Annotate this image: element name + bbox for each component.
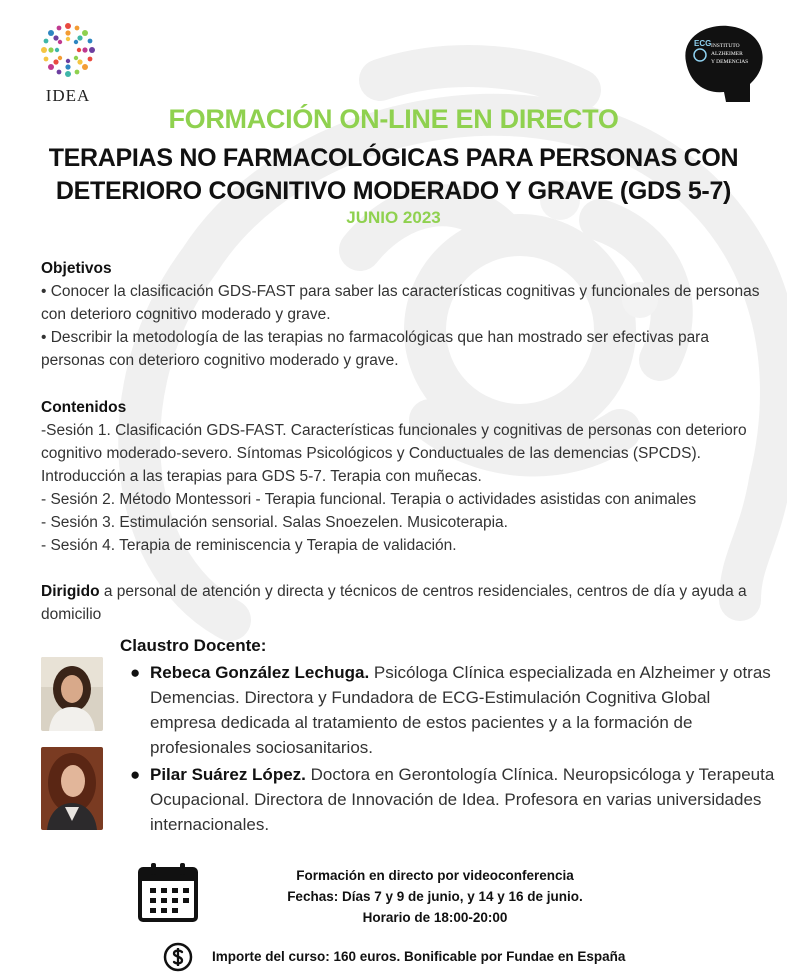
schedule-format: Formación en directo por videoconferencia [296,868,574,883]
faculty-heading: Claustro Docente: [120,636,267,655]
schedule-dates: Fechas: Días 7 y 9 de junio, y 14 y 16 de junio. [287,889,583,904]
course-title-line: TERAPIAS NO FARMACOLÓGICAS PARA PERSONAS CON [48,144,739,172]
speaker-name: Rebeca González Lechuga. [150,663,370,682]
objective-item: • Describir la metodología de las terapias no farmacológicas que han mostrado ser efectivas para personas con deterioro cognitivo moderado y grave. [41,329,709,369]
session-item: - Sesión 3. Estimulación sensorial. Salas Snoezelen. Musicoterapia. [41,514,508,531]
svg-text:ALZHEIMER: ALZHEIMER [711,51,743,57]
speaker-text [150,660,780,760]
idea-logo-mark [36,18,100,82]
audience-description: a personal de atención y directa y técnicos de centros residenciales, centros de día y ayuda a domicilio [41,583,747,623]
session-item: - Sesión 2. Método Montessori - Terapia funcional. Terapia o actividades asistidas con animales [41,491,697,508]
schedule-time: Horario de 18:00-20:00 [362,910,508,925]
speaker-entry [130,762,780,837]
session-item: -Sesión 1. Clasificación GDS-FAST. Características funcionales y cognitivas de personas con deterioro cognitivo moderado-severo. Síntomas Psicológicos y Conductuales de las demencias (SPCDS). Introducción a las terapias para GDS 5-7. Terapia con muñecas. [41,422,747,485]
course-price: Importe del curso: 160 euros. Bonificable por Fundae en España [212,949,626,964]
speaker-entry [130,660,780,760]
contents-heading: Contenidos [41,399,127,416]
bullet-icon: ● [130,765,141,784]
calendar-icon [137,861,199,923]
course-title-line: DETERIORO COGNITIVO MODERADO Y GRAVE (GDS 5-7) [55,177,732,205]
speaker-photo-pilar [41,747,103,830]
idea-logo-text: IDEA [45,86,91,105]
objective-item: • Conocer la clasificación GDS-FAST para saber las características cognitivas y funcionales de personas con deterioro cognitivo moderado y grave. [41,283,760,323]
course-date: JUNIO 2023 [346,208,441,227]
session-item: - Sesión 4. Terapia de reminiscencia y Terapia de validación. [41,537,457,554]
speaker-bio: Doctora en Gerontología Clínica. Neuropsicóloga y Terapeuta Ocupacional. Directora de Innovación de Idea. Profesora en varias universidades internacionales. [150,765,775,834]
audience-section [41,580,776,626]
idea-logo [30,18,106,108]
course-format-headline: FORMACIÓN ON-LINE EN DIRECTO [168,104,619,134]
speaker-photo-rebeca [41,657,103,731]
bullet-icon: ● [130,663,141,682]
svg-text:ECG: ECG [694,39,712,48]
audience-label: Dirigido [41,583,100,600]
ecg-logo [676,22,766,104]
objectives-section [41,257,776,372]
svg-text:INSTITUTO: INSTITUTO [711,43,740,49]
course-title [10,142,777,208]
objectives-heading: Objetivos [41,260,112,277]
speaker-text [150,762,780,837]
speaker-bio: Psicóloga Clínica especializada en Alzheimer y otras Demencias. Directora y Fundadora de ECG-Estimulación Cognitiva Global empresa dedicada al tratamiento de estos pacientes y a la formación de profesionales sociosanitarios. [150,663,771,757]
schedule-info [230,865,640,928]
speaker-name: Pilar Suárez López. [150,765,306,784]
contents-section [41,396,776,557]
svg-text:Y DEMENCIAS: Y DEMENCIAS [711,59,749,65]
audience-text [41,580,776,626]
